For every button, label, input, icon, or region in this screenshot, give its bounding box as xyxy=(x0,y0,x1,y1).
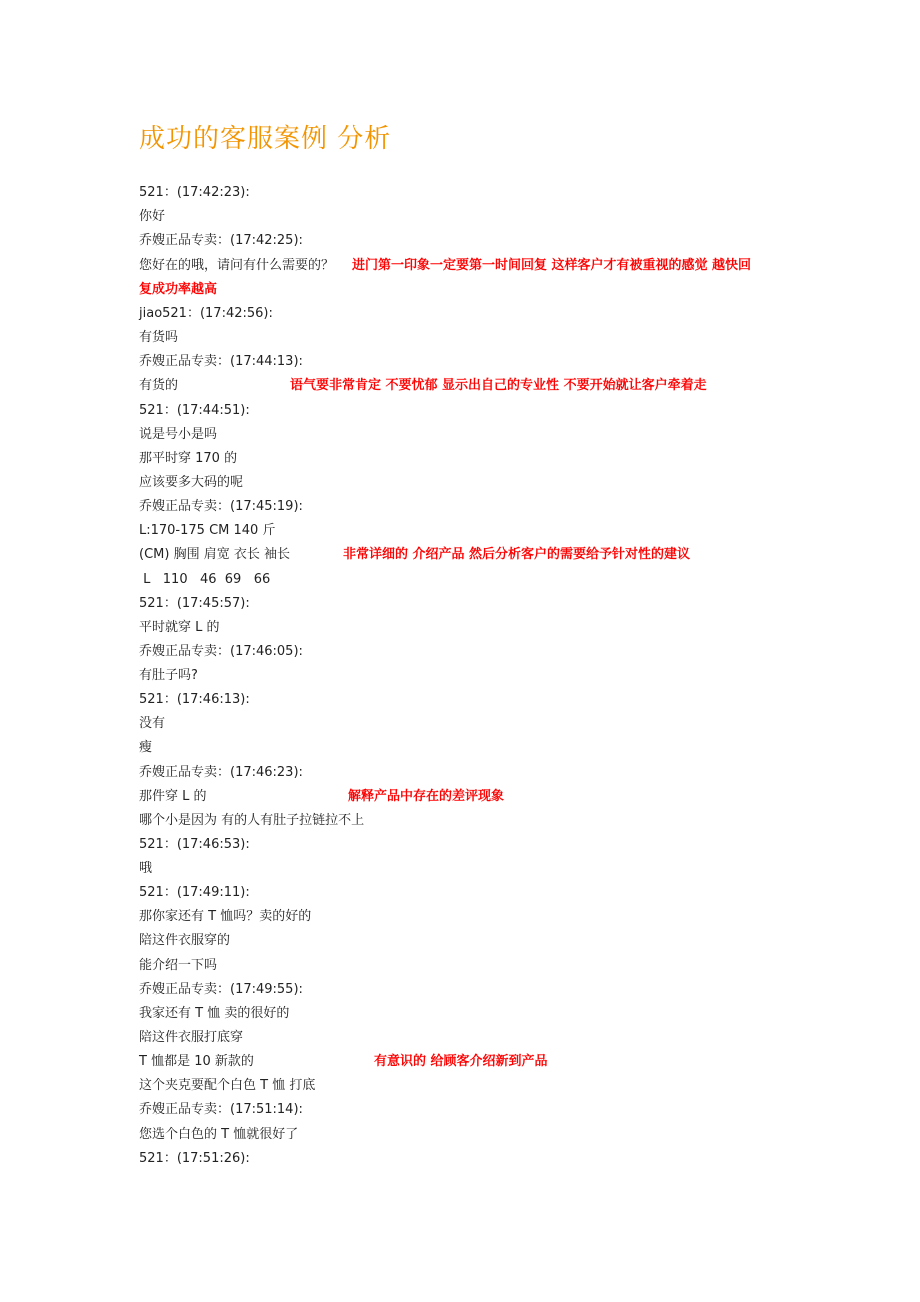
chat-line: 有货吗 xyxy=(139,330,179,345)
chat-line: 乔嫂正品专卖：(17:42:25): xyxy=(139,233,303,248)
chat-line: 乔嫂正品专卖：(17:51:14): xyxy=(139,1102,303,1117)
chat-line: 那件穿 L 的 xyxy=(139,789,207,804)
chat-line: 您好在的哦，请问有什么需要的？ xyxy=(139,258,335,273)
annotation-note: 解释产品中存在的差评现象 xyxy=(348,789,505,804)
chat-line: (CM) 胸围 肩宽 衣长 袖长 xyxy=(139,547,290,562)
chat-line: 那你家还有 T 恤吗？卖的好的 xyxy=(139,909,312,924)
page-title: 成功的客服案例 分析 xyxy=(139,124,392,154)
chat-line: 有货的 xyxy=(139,378,179,393)
chat-line: 有肚子吗? xyxy=(139,668,198,683)
chat-line: 521：(17:49:11): xyxy=(139,885,250,900)
chat-line: 应该要多大码的呢 xyxy=(139,475,244,490)
chat-line: 521：(17:45:57): xyxy=(139,596,250,611)
chat-line: 这个夹克要配个白色 T 恤 打底 xyxy=(139,1078,316,1093)
chat-line: 乔嫂正品专卖：(17:46:05): xyxy=(139,644,303,659)
chat-line: 我家还有 T 恤 卖的很好的 xyxy=(139,1006,290,1021)
chat-line: 你好 xyxy=(139,209,166,224)
chat-line: L:170-175 CM 140 斤 xyxy=(139,523,276,538)
chat-line: jiao521：(17:42:56): xyxy=(139,306,273,321)
chat-line: 哦 xyxy=(139,861,153,876)
chat-line: 陪这件衣服打底穿 xyxy=(139,1030,244,1045)
chat-line: L 110 46 69 66 xyxy=(139,572,271,587)
chat-line: 乔嫂正品专卖：(17:49:55): xyxy=(139,982,303,997)
chat-line: 说是号小是吗 xyxy=(139,427,218,442)
chat-line: 那平时穿 170 的 xyxy=(139,451,238,466)
annotation-note: 进门第一印象一定要第一时间回复 这样客户才有被重视的感觉 越快回 xyxy=(352,258,752,273)
chat-line: T 恤都是 10 新款的 xyxy=(139,1054,254,1069)
chat-line: 乔嫂正品专卖：(17:46:23): xyxy=(139,765,303,780)
chat-line: 陪这件衣服穿的 xyxy=(139,933,231,948)
chat-line: 521：(17:46:53): xyxy=(139,837,250,852)
chat-line: 平时就穿 L 的 xyxy=(139,620,220,635)
chat-line: 521：(17:46:13): xyxy=(139,692,250,707)
annotation-note: 非常详细的 介绍产品 然后分析客户的需要给予针对性的建议 xyxy=(343,547,691,562)
chat-line: 哪个小是因为 有的人有肚子拉链拉不上 xyxy=(139,813,365,828)
chat-line: 乔嫂正品专卖：(17:45:19): xyxy=(139,499,303,514)
chat-line: 乔嫂正品专卖：(17:44:13): xyxy=(139,354,303,369)
chat-line: 521：(17:51:26): xyxy=(139,1151,250,1166)
annotation-note: 语气要非常肯定 不要忧郁 显示出自己的专业性 不要开始就让客户牵着走 xyxy=(290,378,707,393)
chat-line: 521：(17:44:51): xyxy=(139,403,250,418)
chat-line: 瘦 xyxy=(139,740,153,755)
chat-line: 没有 xyxy=(139,716,166,731)
annotation-note: 复成功率越高 xyxy=(139,282,218,297)
chat-line: 您选个白色的 T 恤就很好了 xyxy=(139,1127,299,1142)
chat-line: 521：(17:42:23): xyxy=(139,185,250,200)
chat-line: 能介绍一下吗 xyxy=(139,958,218,973)
annotation-note: 有意识的 给顾客介绍新到产品 xyxy=(374,1054,548,1069)
